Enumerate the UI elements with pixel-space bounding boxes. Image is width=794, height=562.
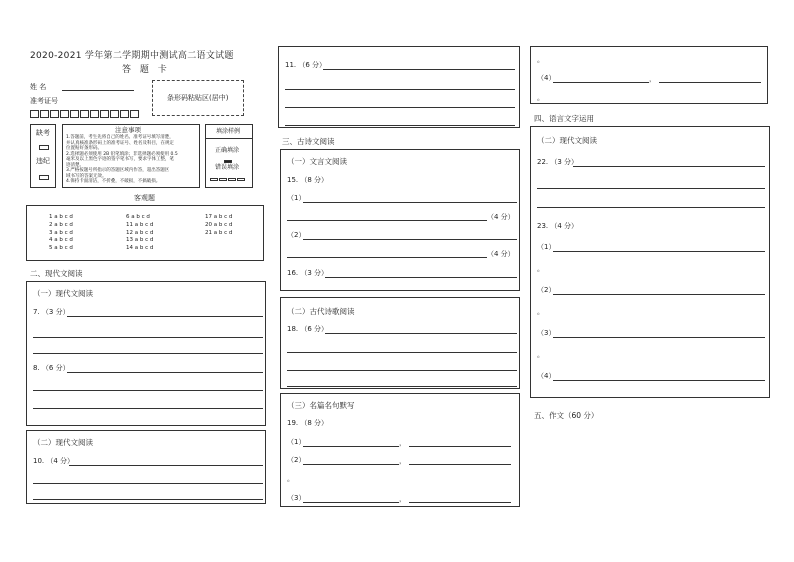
q8-line-1[interactable] <box>67 372 263 373</box>
q11-line-4[interactable] <box>285 125 515 126</box>
violation-checkbox[interactable] <box>39 175 49 180</box>
q8-line-2[interactable] <box>33 390 263 391</box>
notice-box <box>62 124 200 188</box>
q23-label: 23. （4 分） <box>537 222 579 230</box>
q19-part4-blank-2[interactable] <box>659 82 761 83</box>
q18-label: 18. （6 分） <box>287 325 329 333</box>
q19-part4-label: （4） <box>537 74 556 82</box>
q19-part2-label: （2） <box>287 456 306 464</box>
q19-part2-comma: ， <box>399 457 406 465</box>
objective-col1[interactable]: 1 a b c d 2 a b c d 3 a b c d 4 a b c d 5 a b c d <box>49 214 73 252</box>
modern-reading-2-box <box>26 430 266 504</box>
q18-line-3[interactable] <box>287 370 517 371</box>
q11-line-2[interactable] <box>285 89 515 90</box>
language-use-box <box>530 126 770 398</box>
q23-part2-label: （2） <box>537 286 556 294</box>
q18-line-2[interactable] <box>287 352 517 353</box>
correct-fill-label: 正确填涂 <box>215 147 240 154</box>
q23-part1-label: （1） <box>537 243 556 251</box>
q16-line-1[interactable] <box>325 277 517 278</box>
section-4-heading: 四、语言文字运用 <box>534 114 594 123</box>
exam-id-cells[interactable] <box>30 110 140 120</box>
q19-part3-comma: ， <box>399 495 406 503</box>
objective-col3[interactable]: 17 a b c d 20 a b c d 21 a b c d <box>205 214 233 236</box>
q19-part4-period: 。 <box>537 94 544 102</box>
q15-part1-label: （1） <box>287 194 306 202</box>
q15-part2-line-1[interactable] <box>303 239 517 240</box>
name-field[interactable] <box>62 90 134 91</box>
modern-reading-1-title: （一）现代文阅读 <box>33 289 93 298</box>
q15-part1-points: （4 分） <box>487 213 515 221</box>
name-label: 姓 名 <box>30 83 47 91</box>
q16-label: 16. （3 分） <box>287 269 329 277</box>
language-use-title: （二）现代文阅读 <box>537 136 597 145</box>
q7-line-3[interactable] <box>33 353 263 354</box>
objective-col2[interactable]: 6 a b c d 11 a b c d 12 a b c d 13 a b c d 14 a b c d <box>126 214 154 252</box>
classical-poetry-title: （二）古代诗歌阅读 <box>287 307 355 316</box>
q22-line-1[interactable] <box>573 166 765 167</box>
q23-part3-line[interactable] <box>553 337 765 338</box>
exam-id-label: 准考证号 <box>30 97 58 105</box>
fill-sample-title: 填涂样例 <box>216 128 241 135</box>
page-subtitle: 答 题 卡 <box>122 65 170 75</box>
modern-reading-1-box <box>26 281 266 426</box>
q19-part3-blank-2[interactable] <box>409 502 511 503</box>
q10-line-1[interactable] <box>69 465 263 466</box>
q10-line-2[interactable] <box>33 483 263 484</box>
notice-lines: 1.答题前，考生先将自己的姓名、准考证号填写清楚， 并认真核准条形码上的准考证号、姓名及科目，在规定 位置贴好条形码。 2.选择题必须使用 2B 铅笔填涂；非选择题必须使用 0.5 毫米及以上黑色字迹的签字笔书写，要求字体工整，笔 迹清楚。 3.严格按题号所指示的答题区域内作答，超出答题区 域书写的答案无效。 4.保持卡面清洁，不折叠，不破损，不搞破损。 <box>66 135 178 184</box>
section-5-heading: 五、作文（60 分） <box>534 411 599 420</box>
absent-box <box>30 124 56 188</box>
q15-label: 15. （8 分） <box>287 176 329 184</box>
q19-part3-label: （3） <box>287 494 306 502</box>
correct-fill-sample <box>224 157 234 161</box>
absent-checkbox[interactable] <box>39 145 49 150</box>
q19-continued-box <box>530 46 768 104</box>
q23-part1-line[interactable] <box>553 251 765 252</box>
q19-label: 19. （8 分） <box>287 419 329 427</box>
q19-part2-blank-2[interactable] <box>409 464 511 465</box>
notice-title: 注意事项 <box>115 126 141 134</box>
q22-line-3[interactable] <box>537 207 765 208</box>
barcode-label: 条形码粘贴区(居中) <box>167 94 229 102</box>
modern-reading-2-title: （二）现代文阅读 <box>33 438 93 447</box>
q19-part1-blank-2[interactable] <box>409 446 511 447</box>
q7-line-2[interactable] <box>33 337 263 338</box>
q10-line-3[interactable] <box>33 499 263 500</box>
q23-part4-line[interactable] <box>553 380 765 381</box>
violation-label: 违纪 <box>36 157 50 165</box>
q19-part2-blank-1[interactable] <box>303 464 399 465</box>
classical-prose-box <box>280 149 520 291</box>
q15-part1-line-1[interactable] <box>303 202 517 203</box>
section-3-heading: 三、古诗文阅读 <box>282 137 335 146</box>
q19-part3-blank-1[interactable] <box>303 502 399 503</box>
q11-line-1[interactable] <box>323 69 515 70</box>
q15-part2-line-2[interactable] <box>287 257 487 258</box>
famous-quotes-title: （三）名篇名句默写 <box>287 401 355 410</box>
wrong-fill-label: 错误填涂 <box>215 164 240 171</box>
q18-line-1[interactable] <box>325 333 517 334</box>
objective-title: 客观题 <box>134 194 155 202</box>
famous-quotes-box <box>280 393 520 507</box>
fill-sample-box <box>205 124 253 188</box>
classical-prose-title: （一）文言文阅读 <box>287 157 347 166</box>
q22-label: 22. （3 分） <box>537 158 579 166</box>
objective-box <box>26 205 264 261</box>
q19-part3-period: 。 <box>537 56 544 64</box>
absent-label: 缺考 <box>36 129 50 137</box>
q7-line-1[interactable] <box>67 316 263 317</box>
section-2-heading: 二、现代文阅读 <box>30 269 83 278</box>
page-title: 2020-2021 学年第二学期期中测试高二语文试题 <box>30 51 234 61</box>
q23-part3-period: 。 <box>537 351 544 359</box>
q10-label: 10. （4 分） <box>33 457 75 465</box>
q19-part1-comma: ， <box>399 439 406 447</box>
barcode-area <box>152 80 244 116</box>
q19-part4-comma: ， <box>649 75 656 83</box>
q8-label: 8. （6 分） <box>33 364 70 372</box>
q7-label: 7. （3 分） <box>33 308 70 316</box>
q23-part1-period: 。 <box>537 265 544 273</box>
q11-label: 11. （6 分） <box>285 61 327 69</box>
q23-part4-label: （4） <box>537 372 556 380</box>
q22-line-2[interactable] <box>537 188 765 189</box>
wrong-fill-samples <box>210 175 246 183</box>
q19-part4-blank-1[interactable] <box>553 82 649 83</box>
q23-part2-line[interactable] <box>553 294 765 295</box>
classical-poetry-box <box>280 297 520 389</box>
q19-part1-blank-1[interactable] <box>303 446 399 447</box>
q15-part2-label: （2） <box>287 231 306 239</box>
q19-part1-label: （1） <box>287 438 306 446</box>
q11-box <box>278 46 520 128</box>
q18-line-4[interactable] <box>287 386 517 387</box>
q23-part2-period: 。 <box>537 308 544 316</box>
q19-part2-period: 。 <box>287 475 294 483</box>
q15-part1-line-2[interactable] <box>287 220 487 221</box>
q23-part3-label: （3） <box>537 329 556 337</box>
q11-line-3[interactable] <box>285 107 515 108</box>
q15-part2-points: （4 分） <box>487 250 515 258</box>
q8-line-3[interactable] <box>33 408 263 409</box>
